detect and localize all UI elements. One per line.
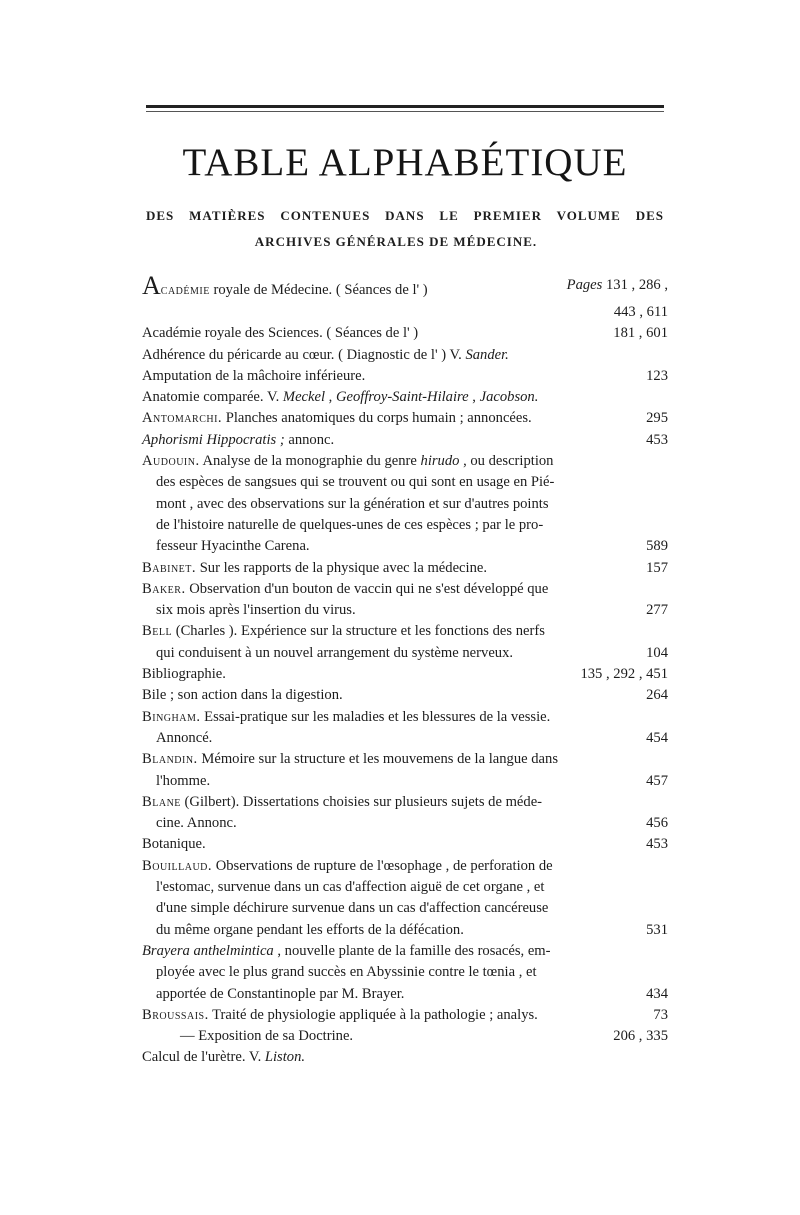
page-numbers: 181 , 601 xyxy=(613,325,668,342)
index-entry: Bouillaud. Observations de rupture de l'œsophage , de perforation de xyxy=(142,857,553,874)
page-numbers: 443 , 611 xyxy=(613,304,668,320)
page-numbers: 277 xyxy=(646,602,668,619)
page-numbers: 434 xyxy=(646,985,668,1002)
index-entry-continuation: l'estomac, survenue dans un cas d'affection aiguë de cet organe , et xyxy=(156,879,545,896)
index-entry: Baker. Observation d'un bouton de vaccin qui ne s'est développé que xyxy=(142,580,549,597)
page-numbers: 73 xyxy=(653,1006,668,1023)
index-entry: Broussais. Traité de physiologie appliquée à la pathologie ; analys. 73 xyxy=(142,1005,668,1026)
index-entry-continuation xyxy=(142,302,668,323)
page-numbers: Pages 131 , 286 , xyxy=(566,277,668,293)
index-entry-continuation: six mois après l'insertion du virus. 277 xyxy=(142,600,668,621)
index-entry-continuation: qui conduisent à un nouvel arrangement du système nerveux. 104 xyxy=(142,643,668,664)
page-numbers: 264 xyxy=(646,687,668,704)
page-numbers: 123 xyxy=(646,367,668,384)
page-numbers: 104 xyxy=(646,644,668,661)
index-entry: Antomarchi. Planches anatomiques du corps humain ; annoncées. 295 xyxy=(142,408,668,429)
index-entry: Brayera anthelmintica , nouvelle plante de la famille des rosacés, em- xyxy=(142,942,551,959)
page-numbers: 295 xyxy=(646,410,668,427)
index-entry: Amputation de la mâchoire inférieure. 123 xyxy=(142,366,668,387)
subtitle-line-2: ARCHIVES GÉNÉRALES DE MÉDECINE. xyxy=(254,234,538,249)
index-entry-continuation: d'une simple déchirure survenue dans un cas d'affection cancéreuse xyxy=(156,900,549,917)
page-numbers: 135 , 292 , 451 xyxy=(580,666,668,683)
index-entry: Calcul de l'urètre. V. Liston. xyxy=(142,1049,306,1066)
index-entry: Académie royale des Sciences. ( Séances de l' ) 181 , 601 xyxy=(142,323,668,344)
index-entry-continuation: ployée avec le plus grand succès en Abyssinie contre le tœnia , et xyxy=(156,964,537,981)
page-numbers: 456 xyxy=(646,815,668,832)
page-numbers: 453 xyxy=(646,836,668,853)
index-entries xyxy=(142,271,668,1069)
page-numbers: 157 xyxy=(646,559,668,576)
page-numbers: 531 xyxy=(646,921,668,938)
page-title: TABLE ALPHABÉTIQUE xyxy=(182,141,628,184)
page-numbers: 589 xyxy=(646,538,668,555)
index-entry: Bell (Charles ). Expérience sur la structure et les fonctions des nerfs xyxy=(142,623,545,640)
page-numbers: 454 xyxy=(646,729,668,746)
index-entry: Blandin. Mémoire sur la structure et les mouvemens de la langue dans xyxy=(142,751,558,768)
index-entry-continuation: mont , avec des observations sur la génération et sur d'autres points xyxy=(156,495,549,512)
header-rule-thick xyxy=(146,105,664,108)
index-entry: Bingham. Essai-pratique sur les maladies et les blessures de la vessie. xyxy=(142,708,551,725)
index-entry: Académie royale de Médecine. ( Séances de l' ) Pages 131 , 286 , xyxy=(142,271,668,300)
index-entry-continuation: fesseur Hyacinthe Carena. 589 xyxy=(142,536,668,557)
index-entry-continuation: l'homme. 457 xyxy=(142,771,668,792)
index-entry: Bibliographie. 135 , 292 , 451 xyxy=(142,664,668,685)
index-entry: Blane (Gilbert). Dissertations choisies sur plusieurs sujets de méde- xyxy=(142,793,543,810)
page-numbers: 206 , 335 xyxy=(613,1028,668,1045)
index-entry: Audouin. Analyse de la monographie du genre hirudo , ou description xyxy=(142,453,554,470)
subtitle-line-1: DES MATIÈRES CONTENUES DANS LE PREMIER VOLUME DES xyxy=(146,208,664,223)
page-numbers: 453 xyxy=(646,431,668,448)
index-entry-continuation: cine. Annonc. 456 xyxy=(142,813,668,834)
index-entry-continuation: — Exposition de sa Doctrine. 206 , 335 xyxy=(142,1026,668,1047)
index-entry: Bile ; son action dans la digestion. 264 xyxy=(142,685,668,706)
index-entry: Babinet. Sur les rapports de la physique avec la médecine. 157 xyxy=(142,558,668,579)
index-entry: Adhérence du péricarde au cœur. ( Diagnostic de l' ) V. Sander. xyxy=(142,346,509,363)
index-entry-continuation: du même organe pendant les efforts de la défécation. 531 xyxy=(142,920,668,941)
index-entry: Botanique. 453 xyxy=(142,834,668,855)
index-entry-continuation: des espèces de sangsues qui se trouvent ou qui sont en usage en Pié- xyxy=(156,474,555,491)
index-entry-continuation: apportée de Constantinople par M. Brayer. 434 xyxy=(142,984,668,1005)
index-entry-continuation: de l'histoire naturelle de quelques-unes de ces espèces ; par le pro- xyxy=(156,516,544,533)
index-entry-continuation: Annoncé. 454 xyxy=(142,728,668,749)
page-numbers: 457 xyxy=(646,772,668,789)
header-rule-thin xyxy=(146,111,664,112)
index-entry: Aphorismi Hippocratis ; annonc. 453 xyxy=(142,430,668,451)
index-entry: Anatomie comparée. V. Meckel , Geoffroy-Saint-Hilaire , Jacobson. xyxy=(142,389,539,406)
